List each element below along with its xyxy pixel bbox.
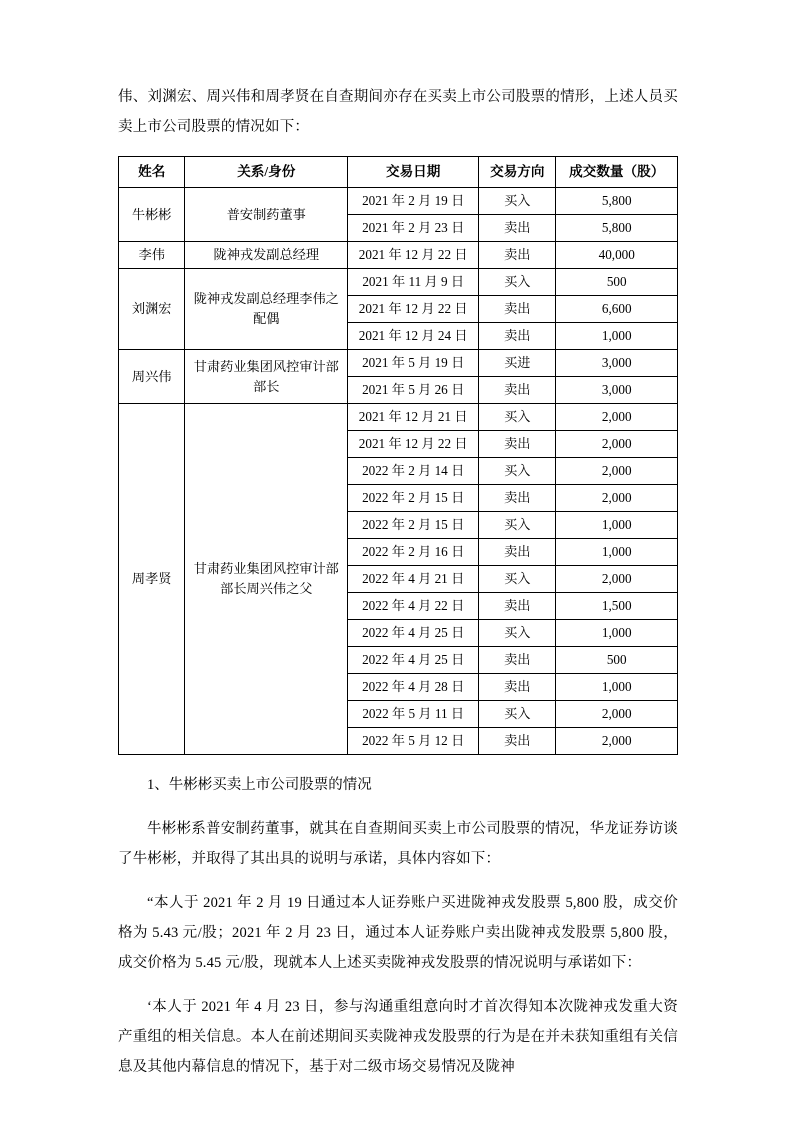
table-row	[119, 242, 678, 269]
cell-date: 2021 年 12 月 22 日	[348, 431, 479, 458]
section-heading: 1、牛彬彬买卖上市公司股票的情况	[147, 777, 372, 793]
cell-quantity: 2,000	[556, 404, 678, 431]
header-name: 姓名	[119, 157, 185, 188]
table-header-row	[119, 157, 678, 188]
spacer	[118, 761, 678, 770]
header-direction: 交易方向	[479, 157, 556, 188]
cell-quantity: 2,000	[556, 485, 678, 512]
table-row	[119, 350, 678, 377]
cell-date: 2022 年 4 月 25 日	[348, 647, 479, 674]
table-row	[119, 269, 678, 296]
cell-quantity: 6,600	[556, 296, 678, 323]
cell-direction: 卖出	[479, 593, 556, 620]
cell-direction: 买入	[479, 188, 556, 215]
table-header	[119, 157, 678, 188]
cell-date: 2022 年 2 月 16 日	[348, 539, 479, 566]
spacer	[118, 874, 678, 888]
body-paragraph-1: 牛彬彬系普安制药董事，就其在自查期间买卖上市公司股票的情况，华龙证券访谈了牛彬彬，并取得了其出具的说明与承诺，具体内容如下：	[118, 821, 678, 867]
cell-date: 2021 年 2 月 23 日	[348, 215, 479, 242]
cell-name: 牛彬彬	[119, 188, 185, 242]
cell-direction: 卖出	[479, 647, 556, 674]
cell-direction: 卖出	[479, 485, 556, 512]
cell-date: 2021 年 12 月 24 日	[348, 323, 479, 350]
table-body	[119, 188, 678, 755]
cell-direction: 买入	[479, 512, 556, 539]
cell-direction: 卖出	[479, 674, 556, 701]
cell-date: 2021 年 12 月 21 日	[348, 404, 479, 431]
cell-quantity: 1,000	[556, 512, 678, 539]
cell-direction: 卖出	[479, 377, 556, 404]
page-content	[118, 82, 678, 1082]
cell-quantity: 2,000	[556, 458, 678, 485]
cell-direction: 买入	[479, 620, 556, 647]
cell-direction: 卖出	[479, 728, 556, 755]
cell-direction: 卖出	[479, 296, 556, 323]
cell-quantity: 40,000	[556, 242, 678, 269]
cell-relation: 普安制药董事	[185, 188, 348, 242]
intro-paragraph: 伟、刘渊宏、周兴伟和周孝贤在自查期间亦存在买卖上市公司股票的情形，上述人员买卖上市公司股票的情况如下：	[118, 89, 678, 135]
cell-direction: 卖出	[479, 323, 556, 350]
cell-date: 2022 年 4 月 22 日	[348, 593, 479, 620]
body-paragraph-3: ‘本人于 2021 年 4 月 23 日，参与沟通重组意向时才首次得知本次陇神戎发重大资产重组的相关信息。本人在前述期间买卖陇神戎发股票的行为是在并未获知重组有关信息及其他内幕信息的情况下，基于对二级市场交易情况及陇神	[118, 999, 678, 1075]
cell-direction: 买入	[479, 701, 556, 728]
cell-quantity: 500	[556, 269, 678, 296]
cell-direction: 卖出	[479, 215, 556, 242]
table-row	[119, 188, 678, 215]
cell-direction: 买入	[479, 404, 556, 431]
cell-name: 周兴伟	[119, 350, 185, 404]
cell-relation: 陇神戎发副总经理	[185, 242, 348, 269]
cell-quantity: 5,800	[556, 215, 678, 242]
cell-quantity: 2,000	[556, 566, 678, 593]
cell-date: 2022 年 4 月 28 日	[348, 674, 479, 701]
cell-quantity: 2,000	[556, 431, 678, 458]
cell-quantity: 1,500	[556, 593, 678, 620]
cell-quantity: 1,000	[556, 539, 678, 566]
cell-quantity: 500	[556, 647, 678, 674]
cell-direction: 买入	[479, 458, 556, 485]
table-row	[119, 404, 678, 431]
cell-date: 2022 年 4 月 25 日	[348, 620, 479, 647]
cell-direction: 买进	[479, 350, 556, 377]
header-date: 交易日期	[348, 157, 479, 188]
cell-date: 2021 年 12 月 22 日	[348, 296, 479, 323]
cell-relation: 甘肃药业集团风控审计部部长周兴伟之父	[185, 404, 348, 755]
cell-name: 李伟	[119, 242, 185, 269]
stock-trading-table	[118, 156, 678, 755]
cell-direction: 卖出	[479, 431, 556, 458]
cell-direction: 卖出	[479, 242, 556, 269]
cell-date: 2021 年 12 月 22 日	[348, 242, 479, 269]
cell-date: 2022 年 4 月 21 日	[348, 566, 479, 593]
cell-quantity: 2,000	[556, 728, 678, 755]
cell-date: 2022 年 2 月 15 日	[348, 485, 479, 512]
cell-direction: 买入	[479, 566, 556, 593]
cell-date: 2021 年 2 月 19 日	[348, 188, 479, 215]
spacer	[118, 800, 678, 814]
cell-date: 2021 年 5 月 19 日	[348, 350, 479, 377]
cell-date: 2021 年 5 月 26 日	[348, 377, 479, 404]
cell-date: 2022 年 5 月 11 日	[348, 701, 479, 728]
spacer	[118, 978, 678, 992]
header-relation: 关系/身份	[185, 157, 348, 188]
header-quantity: 成交数量（股）	[556, 157, 678, 188]
cell-date: 2021 年 11 月 9 日	[348, 269, 479, 296]
cell-date: 2022 年 2 月 14 日	[348, 458, 479, 485]
cell-date: 2022 年 2 月 15 日	[348, 512, 479, 539]
cell-quantity: 3,000	[556, 350, 678, 377]
cell-quantity: 1,000	[556, 323, 678, 350]
cell-quantity: 1,000	[556, 620, 678, 647]
cell-direction: 买入	[479, 269, 556, 296]
cell-name: 周孝贤	[119, 404, 185, 755]
cell-quantity: 3,000	[556, 377, 678, 404]
cell-quantity: 2,000	[556, 701, 678, 728]
cell-direction: 卖出	[479, 539, 556, 566]
cell-relation: 陇神戎发副总经理李伟之配偶	[185, 269, 348, 350]
body-paragraph-2: “本人于 2021 年 2 月 19 日通过本人证券账户买进陇神戎发股票 5,800 股，成交价格为 5.43 元/股；2021 年 2 月 23 日，通过本人证券账户卖出陇神戎发股票 5,800 股，成交价格为 5.45 元/股，现就本人上述买卖陇神戎发股票的情况说明与承诺如下：	[118, 895, 678, 971]
cell-quantity: 1,000	[556, 674, 678, 701]
cell-name: 刘渊宏	[119, 269, 185, 350]
cell-relation: 甘肃药业集团风控审计部部长	[185, 350, 348, 404]
cell-quantity: 5,800	[556, 188, 678, 215]
cell-date: 2022 年 5 月 12 日	[348, 728, 479, 755]
